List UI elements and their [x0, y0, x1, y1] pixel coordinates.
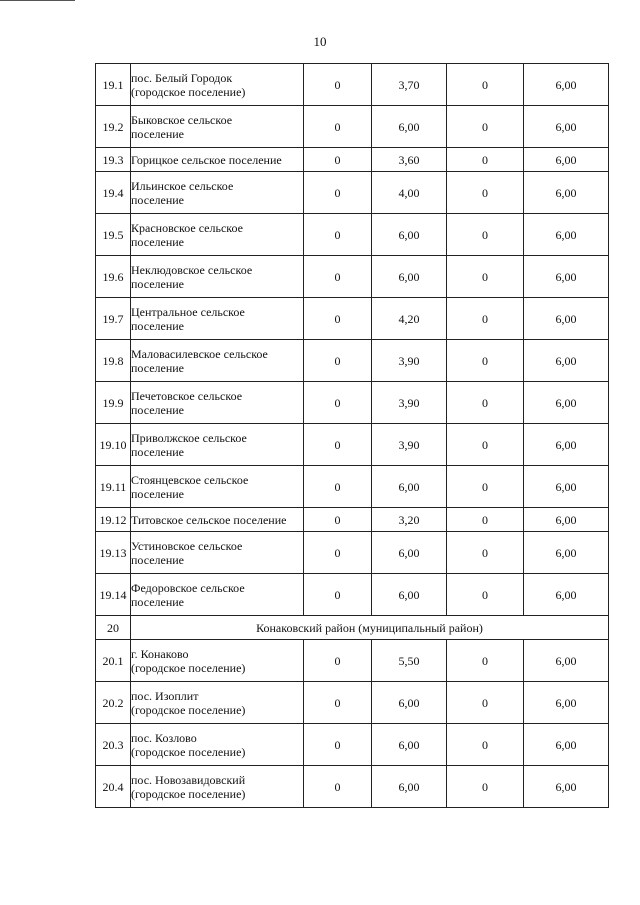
table-row: [96, 532, 609, 574]
row-number: 19.12: [96, 508, 131, 532]
row-number: 19.4: [96, 172, 131, 214]
value-cell-3: 0: [447, 682, 524, 724]
value-cell-1: 0: [304, 148, 372, 172]
value-cell-4: 6,00: [524, 466, 609, 508]
value-cell-1: 0: [304, 106, 372, 148]
value-cell-4: 6,00: [524, 340, 609, 382]
value-cell-4: 6,00: [524, 508, 609, 532]
value-cell-4: 6,00: [524, 682, 609, 724]
value-cell-2: 6,00: [372, 724, 447, 766]
table-row: [96, 172, 609, 214]
value-cell-2: 6,00: [372, 214, 447, 256]
table-row: [96, 340, 609, 382]
settlement-name: Приволжское сельское поселение: [131, 424, 304, 466]
value-cell-3: 0: [447, 340, 524, 382]
table-row: [96, 682, 609, 724]
value-cell-4: 6,00: [524, 382, 609, 424]
settlement-name: Красновское сельское поселение: [131, 214, 304, 256]
table-row: [96, 766, 609, 808]
value-cell-1: 0: [304, 766, 372, 808]
value-cell-2: 5,50: [372, 640, 447, 682]
row-number: 19.6: [96, 256, 131, 298]
value-cell-1: 0: [304, 172, 372, 214]
value-cell-3: 0: [447, 64, 524, 106]
table-row: [96, 148, 609, 172]
settlement-name: пос. Новозавидовский (городское поселение): [131, 766, 304, 808]
row-number: 20.1: [96, 640, 131, 682]
value-cell-4: 6,00: [524, 148, 609, 172]
value-cell-3: 0: [447, 508, 524, 532]
table-row: [96, 424, 609, 466]
table-row: [96, 724, 609, 766]
table-row: [96, 106, 609, 148]
page-number: 10: [313, 34, 327, 49]
row-number: 20.4: [96, 766, 131, 808]
value-cell-4: 6,00: [524, 574, 609, 616]
value-cell-4: 6,00: [524, 64, 609, 106]
table-row: [96, 256, 609, 298]
settlement-name: Печетовское сельское поселение: [131, 382, 304, 424]
value-cell-4: 6,00: [524, 724, 609, 766]
row-number: 19.9: [96, 382, 131, 424]
value-cell-2: 6,00: [372, 532, 447, 574]
settlement-name: г. Конаково (городское поселение): [131, 640, 304, 682]
value-cell-3: 0: [447, 256, 524, 298]
value-cell-2: 3,90: [372, 340, 447, 382]
value-cell-1: 0: [304, 466, 372, 508]
value-cell-1: 0: [304, 724, 372, 766]
value-cell-2: 3,60: [372, 148, 447, 172]
value-cell-1: 0: [304, 64, 372, 106]
value-cell-1: 0: [304, 574, 372, 616]
value-cell-3: 0: [447, 640, 524, 682]
row-number: 19.5: [96, 214, 131, 256]
value-cell-3: 0: [447, 574, 524, 616]
value-cell-3: 0: [447, 106, 524, 148]
value-cell-4: 6,00: [524, 172, 609, 214]
value-cell-2: 6,00: [372, 106, 447, 148]
settlement-name: Федоровское сельское поселение: [131, 574, 304, 616]
value-cell-1: 0: [304, 532, 372, 574]
value-cell-2: 6,00: [372, 574, 447, 616]
settlement-name: Центральное сельское поселение: [131, 298, 304, 340]
row-number: 19.13: [96, 532, 131, 574]
table-row: [96, 466, 609, 508]
value-cell-3: 0: [447, 214, 524, 256]
value-cell-3: 0: [447, 172, 524, 214]
value-cell-2: 3,90: [372, 382, 447, 424]
table-row: [96, 640, 609, 682]
settlement-name: Быковское сельское поселение: [131, 106, 304, 148]
value-cell-2: 6,00: [372, 682, 447, 724]
value-cell-2: 4,00: [372, 172, 447, 214]
value-cell-1: 0: [304, 214, 372, 256]
settlement-name: Титовское сельское поселение: [131, 508, 304, 532]
tariff-table: [95, 63, 609, 808]
value-cell-4: 6,00: [524, 106, 609, 148]
row-number: 19.10: [96, 424, 131, 466]
value-cell-1: 0: [304, 340, 372, 382]
district-heading: Конаковский район (муниципальный район): [131, 616, 609, 640]
table-row: [96, 64, 609, 106]
value-cell-1: 0: [304, 508, 372, 532]
value-cell-3: 0: [447, 424, 524, 466]
settlement-name: пос. Белый Городок (городское поселение): [131, 64, 304, 106]
value-cell-2: 3,90: [372, 424, 447, 466]
value-cell-1: 0: [304, 382, 372, 424]
row-number: 19.11: [96, 466, 131, 508]
table-row: [96, 298, 609, 340]
value-cell-3: 0: [447, 382, 524, 424]
row-number: 19.3: [96, 148, 131, 172]
settlement-name: Горицкое сельское поселение: [131, 148, 304, 172]
value-cell-4: 6,00: [524, 256, 609, 298]
table-row: [96, 382, 609, 424]
value-cell-2: 3,20: [372, 508, 447, 532]
value-cell-1: 0: [304, 298, 372, 340]
value-cell-3: 0: [447, 298, 524, 340]
scan-edge-line: [0, 0, 75, 1]
row-number: 19.8: [96, 340, 131, 382]
settlement-name: Ильинское сельское поселение: [131, 172, 304, 214]
row-number: 20.2: [96, 682, 131, 724]
value-cell-3: 0: [447, 466, 524, 508]
row-number: 19.14: [96, 574, 131, 616]
value-cell-2: 3,70: [372, 64, 447, 106]
table-row: [96, 508, 609, 532]
settlement-name: Стоянцевское сельское поселение: [131, 466, 304, 508]
value-cell-1: 0: [304, 640, 372, 682]
row-number: 19.7: [96, 298, 131, 340]
value-cell-2: 6,00: [372, 466, 447, 508]
value-cell-1: 0: [304, 424, 372, 466]
value-cell-3: 0: [447, 724, 524, 766]
value-cell-3: 0: [447, 148, 524, 172]
value-cell-4: 6,00: [524, 298, 609, 340]
value-cell-4: 6,00: [524, 214, 609, 256]
settlement-name: пос. Изоплит (городское поселение): [131, 682, 304, 724]
table-row: [96, 214, 609, 256]
value-cell-2: 6,00: [372, 766, 447, 808]
table-section-row: [96, 616, 609, 640]
row-number: 20: [96, 616, 131, 640]
row-number: 19.2: [96, 106, 131, 148]
value-cell-1: 0: [304, 682, 372, 724]
row-number: 20.3: [96, 724, 131, 766]
table-row: [96, 574, 609, 616]
value-cell-4: 6,00: [524, 766, 609, 808]
value-cell-1: 0: [304, 256, 372, 298]
settlement-name: Неклюдовское сельское поселение: [131, 256, 304, 298]
value-cell-3: 0: [447, 766, 524, 808]
value-cell-2: 6,00: [372, 256, 447, 298]
value-cell-3: 0: [447, 532, 524, 574]
settlement-name: Устиновское сельское поселение: [131, 532, 304, 574]
settlement-name: Маловасилевское сельское поселение: [131, 340, 304, 382]
value-cell-4: 6,00: [524, 532, 609, 574]
row-number: 19.1: [96, 64, 131, 106]
value-cell-4: 6,00: [524, 424, 609, 466]
value-cell-2: 4,20: [372, 298, 447, 340]
settlement-name: пос. Козлово (городское поселение): [131, 724, 304, 766]
value-cell-4: 6,00: [524, 640, 609, 682]
